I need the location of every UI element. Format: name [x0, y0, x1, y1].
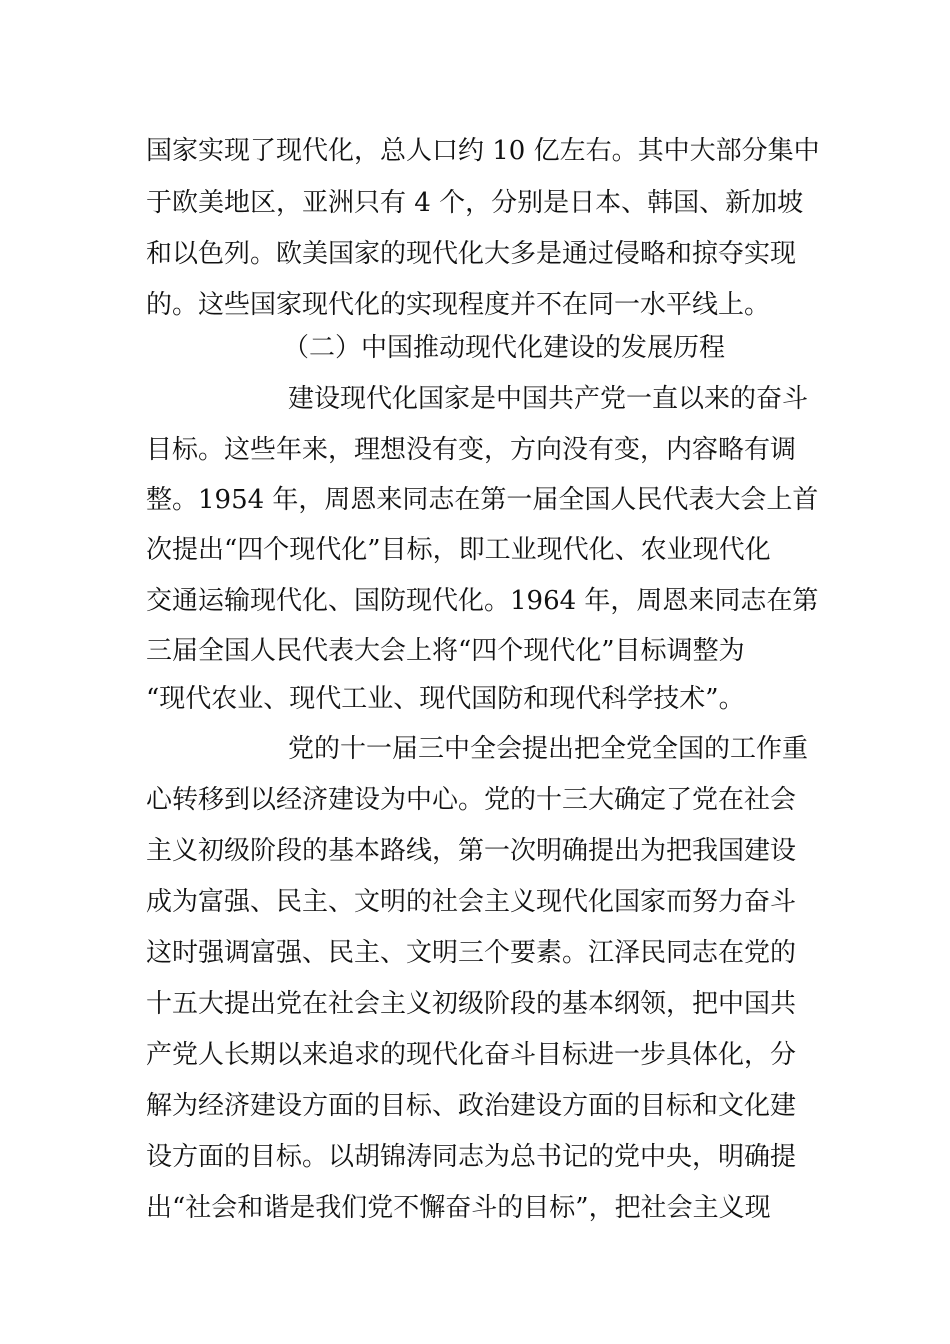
paragraph-line: 主义初级阶段的基本路线，第一次明确提出为把我国建设 [146, 836, 797, 866]
paragraph-line: 解为经济建设方面的目标、政治建设方面的目标和文化建 [146, 1091, 797, 1121]
paragraph-line: 和以色列。欧美国家的现代化大多是通过侵略和掠夺实现 [146, 239, 797, 269]
paragraph-line: 心转移到以经济建设为中心。党的十三大确定了党在社会 [146, 785, 797, 815]
paragraph-line: 十五大提出党在社会主义初级阶段的基本纲领，把中国共 [146, 989, 797, 1019]
paragraph-line: 次提出“四个现代化”目标，即工业现代化、农业现代化 [146, 535, 771, 565]
paragraph-line: 整。1954 年，周恩来同志在第一届全国人民代表大会上首 [146, 485, 819, 515]
section-heading: （二）中国推动现代化建设的发展历程 [283, 333, 726, 363]
paragraph-line: 出“社会和谐是我们党不懈奋斗的目标”，把社会主义现 [146, 1193, 771, 1223]
paragraph-line-first: 建设现代化国家是中国共产党一直以来的奋斗 [288, 384, 809, 414]
paragraph-line: 成为富强、民主、文明的社会主义现代化国家而努力奋斗 [146, 887, 797, 917]
paragraph-line: 三届全国人民代表大会上将“四个现代化”目标调整为 [146, 636, 745, 666]
paragraph-line: 设方面的目标。以胡锦涛同志为总书记的党中央，明确提 [146, 1142, 797, 1172]
paragraph-line: 这时强调富强、民主、文明三个要素。江泽民同志在党的 [146, 938, 797, 968]
paragraph-line: 产党人长期以来追求的现代化奋斗目标进一步具体化，分 [146, 1040, 797, 1070]
paragraph-line: 目标。这些年来，理想没有变，方向没有变，内容略有调 [146, 435, 797, 465]
paragraph-line: “现代农业、现代工业、现代国防和现代科学技术”。 [146, 684, 745, 714]
paragraph-line: 于欧美地区，亚洲只有 4 个，分别是日本、韩国、新加坡 [146, 188, 804, 218]
paragraph-line: 国家实现了现代化，总人口约 10 亿左右。其中大部分集中 [146, 136, 820, 166]
paragraph-line-first: 党的十一届三中全会提出把全党全国的工作重 [288, 734, 809, 764]
paragraph-line: 的。这些国家现代化的实现程度并不在同一水平线上。 [146, 290, 771, 320]
paragraph-line: 交通运输现代化、国防现代化。1964 年，周恩来同志在第 [146, 586, 819, 616]
